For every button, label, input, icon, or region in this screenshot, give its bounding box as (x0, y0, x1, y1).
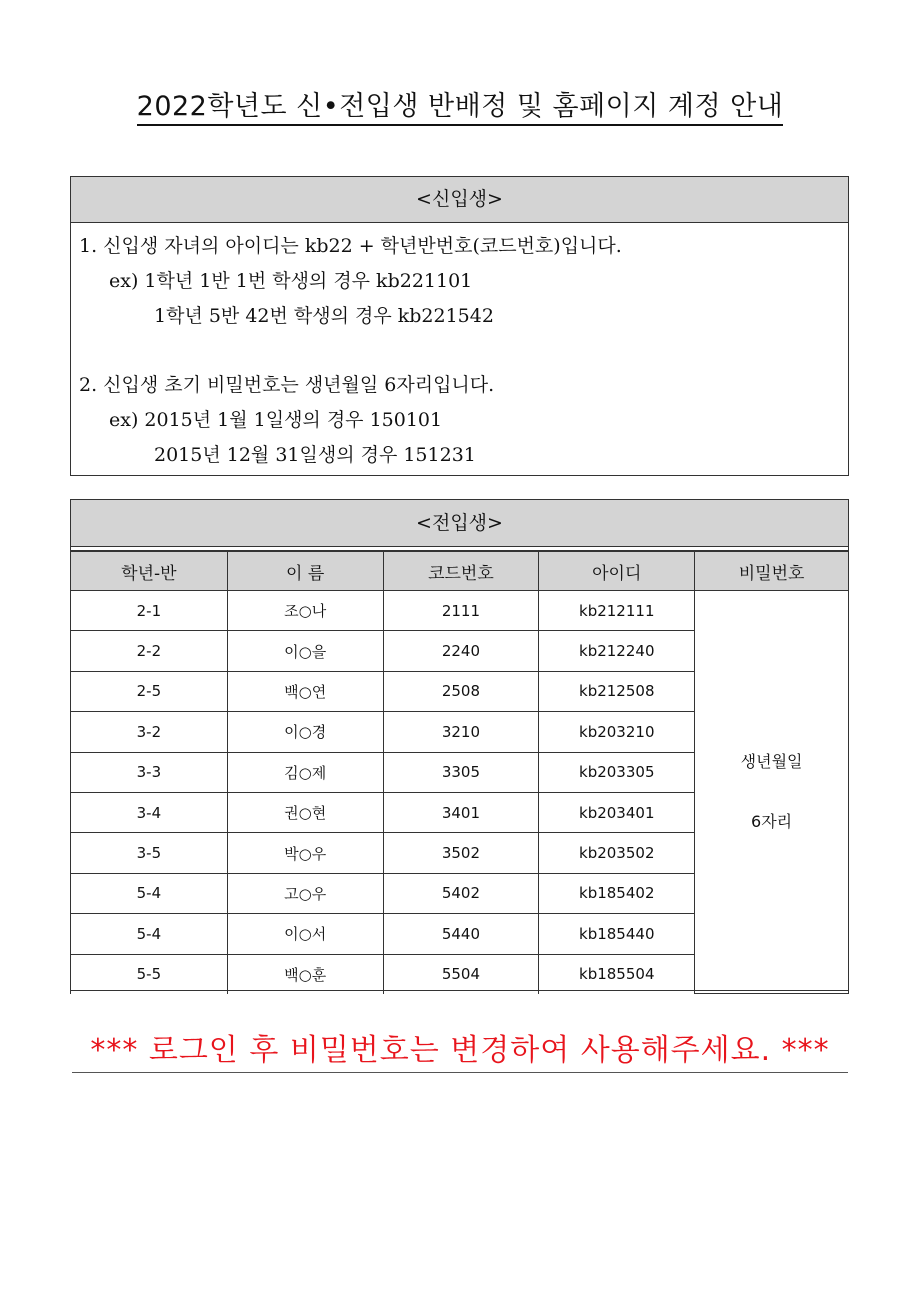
new-id-rule: 1. 신입생 자녀의 아이디는 kb22 + 학년반번호(코드번호)입니다. (79, 235, 622, 257)
password-line-1: 생년월일 (740, 752, 803, 772)
cell-name: 고○우 (227, 873, 383, 913)
cell-class: 3-4 (71, 792, 228, 832)
new-id-example-2: 1학년 5반 42번 학생의 경우 kb221542 (154, 305, 494, 327)
cell-id: kb212111 (539, 591, 695, 631)
cell-class: 5-5 (71, 954, 228, 994)
password-change-warning: *** 로그인 후 비밀번호는 변경하여 사용해주세요. *** (72, 1025, 848, 1073)
cell-class: 3-5 (71, 833, 228, 873)
new-password-example-2: 2015년 12월 31일생의 경우 151231 (154, 444, 476, 466)
cell-name: 박○우 (227, 833, 383, 873)
cell-class: 2-1 (71, 591, 228, 631)
cell-id: kb203502 (539, 833, 695, 873)
table-header-row (71, 552, 849, 591)
cell-id: kb203210 (539, 712, 695, 752)
cell-id: kb212240 (539, 631, 695, 671)
cell-class: 3-3 (71, 752, 228, 792)
cell-name: 백○훈 (227, 954, 383, 994)
transfer-students-header: <전입생> (71, 500, 848, 547)
cell-name: 조○나 (227, 591, 383, 631)
transfer-students-box (70, 499, 849, 991)
cell-code: 2508 (383, 671, 539, 711)
cell-code: 2240 (383, 631, 539, 671)
transfer-students-table (70, 551, 849, 994)
column-header-name: 이 름 (227, 552, 383, 591)
cell-name: 김○제 (227, 752, 383, 792)
cell-class: 3-2 (71, 712, 228, 752)
password-cell (695, 591, 849, 994)
new-password-rule: 2. 신입생 초기 비밀번호는 생년월일 6자리입니다. (79, 374, 495, 396)
cell-name: 권○현 (227, 792, 383, 832)
cell-name: 이○경 (227, 712, 383, 752)
cell-id: kb212508 (539, 671, 695, 711)
column-header-id: 아이디 (539, 552, 695, 591)
page-title-text: 2022학년도 신•전입생 반배정 및 홈페이지 계정 안내 (137, 91, 784, 126)
column-header-class: 학년-반 (71, 552, 228, 591)
cell-code: 3502 (383, 833, 539, 873)
table-row (71, 591, 849, 631)
cell-code: 5504 (383, 954, 539, 994)
cell-name: 이○을 (227, 631, 383, 671)
column-header-code: 코드번호 (383, 552, 539, 591)
cell-code: 3305 (383, 752, 539, 792)
cell-id: kb185440 (539, 914, 695, 954)
cell-name: 백○연 (227, 671, 383, 711)
cell-code: 2111 (383, 591, 539, 631)
new-id-example-1: ex) 1학년 1반 1번 학생의 경우 kb221101 (109, 270, 473, 292)
cell-class: 2-2 (71, 631, 228, 671)
cell-id: kb185402 (539, 873, 695, 913)
new-students-box (70, 176, 849, 476)
cell-id: kb203305 (539, 752, 695, 792)
cell-code: 5402 (383, 873, 539, 913)
new-students-header: <신입생> (71, 177, 848, 223)
page-title (0, 84, 920, 123)
cell-id: kb185504 (539, 954, 695, 994)
cell-class: 5-4 (71, 914, 228, 954)
new-password-example-1: ex) 2015년 1월 1일생의 경우 150101 (109, 409, 443, 431)
cell-name: 이○서 (227, 914, 383, 954)
cell-class: 2-5 (71, 671, 228, 711)
cell-code: 5440 (383, 914, 539, 954)
cell-class: 5-4 (71, 873, 228, 913)
cell-id: kb203401 (539, 792, 695, 832)
password-line-2: 6자리 (751, 812, 793, 832)
cell-code: 3210 (383, 712, 539, 752)
cell-code: 3401 (383, 792, 539, 832)
column-header-password: 비밀번호 (695, 552, 849, 591)
